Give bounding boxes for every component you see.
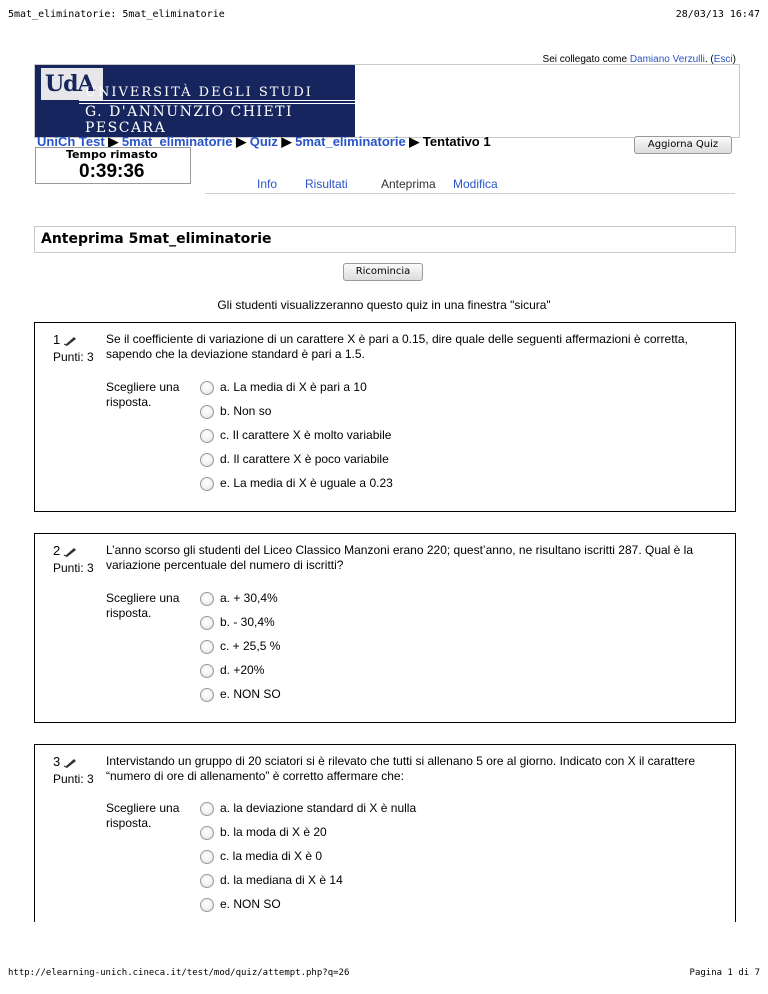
radio-button[interactable] xyxy=(200,898,214,912)
answer-option-label: d. la mediana di X è 14 xyxy=(220,873,343,887)
answer-option-label: c. la media di X è 0 xyxy=(220,849,323,863)
radio-button[interactable] xyxy=(200,592,214,606)
radio-button[interactable] xyxy=(200,850,214,864)
edit-pencil-icon[interactable] xyxy=(63,336,77,346)
answer-option-label: e. La media di X è uguale a 0.23 xyxy=(220,476,393,490)
timer-box xyxy=(35,147,191,184)
question-number xyxy=(53,332,77,347)
radio-button[interactable] xyxy=(200,405,214,419)
question-points: Punti: 3 xyxy=(53,772,94,786)
page-title: Anteprima 5mat_eliminatorie xyxy=(41,231,272,247)
login-close: ) xyxy=(732,54,736,65)
tab-bar xyxy=(205,177,735,193)
radio-button[interactable] xyxy=(200,616,214,630)
answer-option-label: d. Il carattere X è poco variabile xyxy=(220,452,389,466)
answer-option-label: a. La media di X è pari a 10 xyxy=(220,380,367,394)
breadcrumb-separator-icon: ▶ xyxy=(108,134,119,149)
user-link[interactable]: Damiano Verzulli xyxy=(629,54,705,65)
breadcrumb-quiz-name[interactable]: 5mat_eliminatorie xyxy=(295,134,406,149)
answer-option[interactable] xyxy=(200,428,391,443)
secure-window-notice: Gli studenti visualizzeranno questo quiz in una finestra "sicura" xyxy=(217,298,551,312)
question-1 xyxy=(34,322,736,512)
answer-option-label: b. Non so xyxy=(220,404,272,418)
page-title-box xyxy=(34,226,736,253)
tab-risultati[interactable]: Risultati xyxy=(305,177,348,191)
logo-text-line2: G. D'ANNUNZIO CHIETI PESCARA xyxy=(85,104,294,136)
answer-prompt: Scegliere una risposta. xyxy=(106,591,180,620)
answer-option[interactable] xyxy=(200,452,389,467)
question-number xyxy=(53,754,77,769)
answer-option-label: a. + 30,4% xyxy=(220,591,278,605)
tab-info[interactable]: Info xyxy=(257,177,278,191)
radio-button[interactable] xyxy=(200,477,214,491)
question-text: L’anno scorso gli studenti del Liceo Classico Manzoni erano 220; quest’anno, ne risultano iscritti 287. Qual è la variazione percentuale del numero di iscritti? xyxy=(106,543,694,572)
question-text: Se il coefficiente di variazione di un carattere X è pari a 0.15, dire quale delle seguenti affermazioni è corretta, sapendo che la deviazione standard è pari a 1.5. xyxy=(106,332,688,361)
answer-option[interactable] xyxy=(200,591,278,606)
breadcrumb-course[interactable]: 5mat_eliminatorie xyxy=(121,134,233,149)
logo-text-line1: UNIVERSITÀ DEGLI STUDI xyxy=(85,85,313,100)
breadcrumb-quiz[interactable]: Quiz xyxy=(249,134,278,149)
answer-option[interactable] xyxy=(200,615,275,630)
update-quiz-button[interactable]: Aggiorna Quiz xyxy=(634,136,732,154)
footer-url: http://elearning-unich.cineca.it/test/mod/quiz/attempt.php?q=26 xyxy=(8,968,350,978)
answer-option[interactable] xyxy=(200,801,416,816)
answer-option[interactable] xyxy=(200,639,280,654)
radio-button[interactable] xyxy=(200,688,214,702)
radio-button[interactable] xyxy=(200,381,214,395)
answer-option-label: c. Il carattere X è molto variabile xyxy=(220,428,392,442)
edit-pencil-icon[interactable] xyxy=(63,547,77,557)
breadcrumb-separator-icon: ▶ xyxy=(236,134,247,149)
answer-option[interactable] xyxy=(200,873,343,888)
logout-link[interactable]: Esci xyxy=(713,54,733,65)
question-text: Intervistando un gruppo di 20 sciatori si è rilevato che tutti si allenano 5 ore al giorno. Indicato con X il carattere “numero di ore di allenamento” è corretto affermare che: xyxy=(106,754,696,783)
answer-prompt: Scegliere una risposta. xyxy=(106,380,180,409)
answer-option-label: e. NON SO xyxy=(220,897,281,911)
breadcrumb-separator-icon: ▶ xyxy=(281,134,292,149)
radio-button[interactable] xyxy=(200,429,214,443)
answer-option[interactable] xyxy=(200,849,322,864)
answer-option[interactable] xyxy=(200,404,271,419)
login-open: . ( xyxy=(704,54,714,65)
answer-option[interactable] xyxy=(200,687,281,702)
answer-option-label: a. la deviazione standard di X è nulla xyxy=(220,801,417,815)
timer-label: Tempo rimasto xyxy=(66,148,158,161)
print-header-datetime: 28/03/13 16:47 xyxy=(675,9,760,20)
restart-button[interactable]: Ricomincia xyxy=(343,263,423,281)
answer-option[interactable] xyxy=(200,663,264,678)
answer-option-label: d. +20% xyxy=(220,663,265,677)
answer-option[interactable] xyxy=(200,897,281,912)
radio-button[interactable] xyxy=(200,640,214,654)
tab-modifica[interactable]: Modifica xyxy=(453,177,498,191)
answer-prompt: Scegliere una risposta. xyxy=(106,801,180,830)
breadcrumb-unich-test[interactable]: UniCh Test xyxy=(37,134,105,149)
answer-option[interactable] xyxy=(200,380,367,395)
question-number xyxy=(53,543,77,558)
question-number-text: 3 xyxy=(53,754,61,769)
answer-option-label: e. NON SO xyxy=(220,687,281,701)
question-points: Punti: 3 xyxy=(53,350,94,364)
question-points: Punti: 3 xyxy=(53,561,94,575)
answer-option-label: b. - 30,4% xyxy=(220,615,275,629)
answer-option[interactable] xyxy=(200,825,327,840)
footer-area xyxy=(0,922,768,994)
radio-button[interactable] xyxy=(200,874,214,888)
university-logo[interactable] xyxy=(35,65,355,137)
radio-button[interactable] xyxy=(200,453,214,467)
answer-option-label: c. + 25,5 % xyxy=(220,639,281,653)
uda-logo-mark: UdA xyxy=(41,68,103,100)
radio-button[interactable] xyxy=(200,826,214,840)
footer-page-number: Pagina 1 di 7 xyxy=(689,968,760,978)
timer-value: 0:39:36 xyxy=(79,161,145,182)
radio-button[interactable] xyxy=(200,802,214,816)
radio-button[interactable] xyxy=(200,664,214,678)
print-header-title: 5mat_eliminatorie: 5mat_eliminatorie xyxy=(8,9,225,20)
answer-option-label: b. la moda di X è 20 xyxy=(220,825,327,839)
answer-option[interactable] xyxy=(200,476,393,491)
tab-underline xyxy=(205,193,735,194)
logo-divider xyxy=(79,100,355,101)
edit-pencil-icon[interactable] xyxy=(63,758,77,768)
question-number-text: 1 xyxy=(53,332,61,347)
tab-anteprima[interactable]: Anteprima xyxy=(381,177,436,191)
login-info xyxy=(543,54,736,65)
login-prefix: Sei collegato come xyxy=(542,54,630,65)
question-2 xyxy=(34,533,736,723)
breadcrumb-separator-icon: ▶ xyxy=(409,134,420,149)
question-number-text: 2 xyxy=(53,543,61,558)
breadcrumb-current: Tentativo 1 xyxy=(422,134,491,149)
